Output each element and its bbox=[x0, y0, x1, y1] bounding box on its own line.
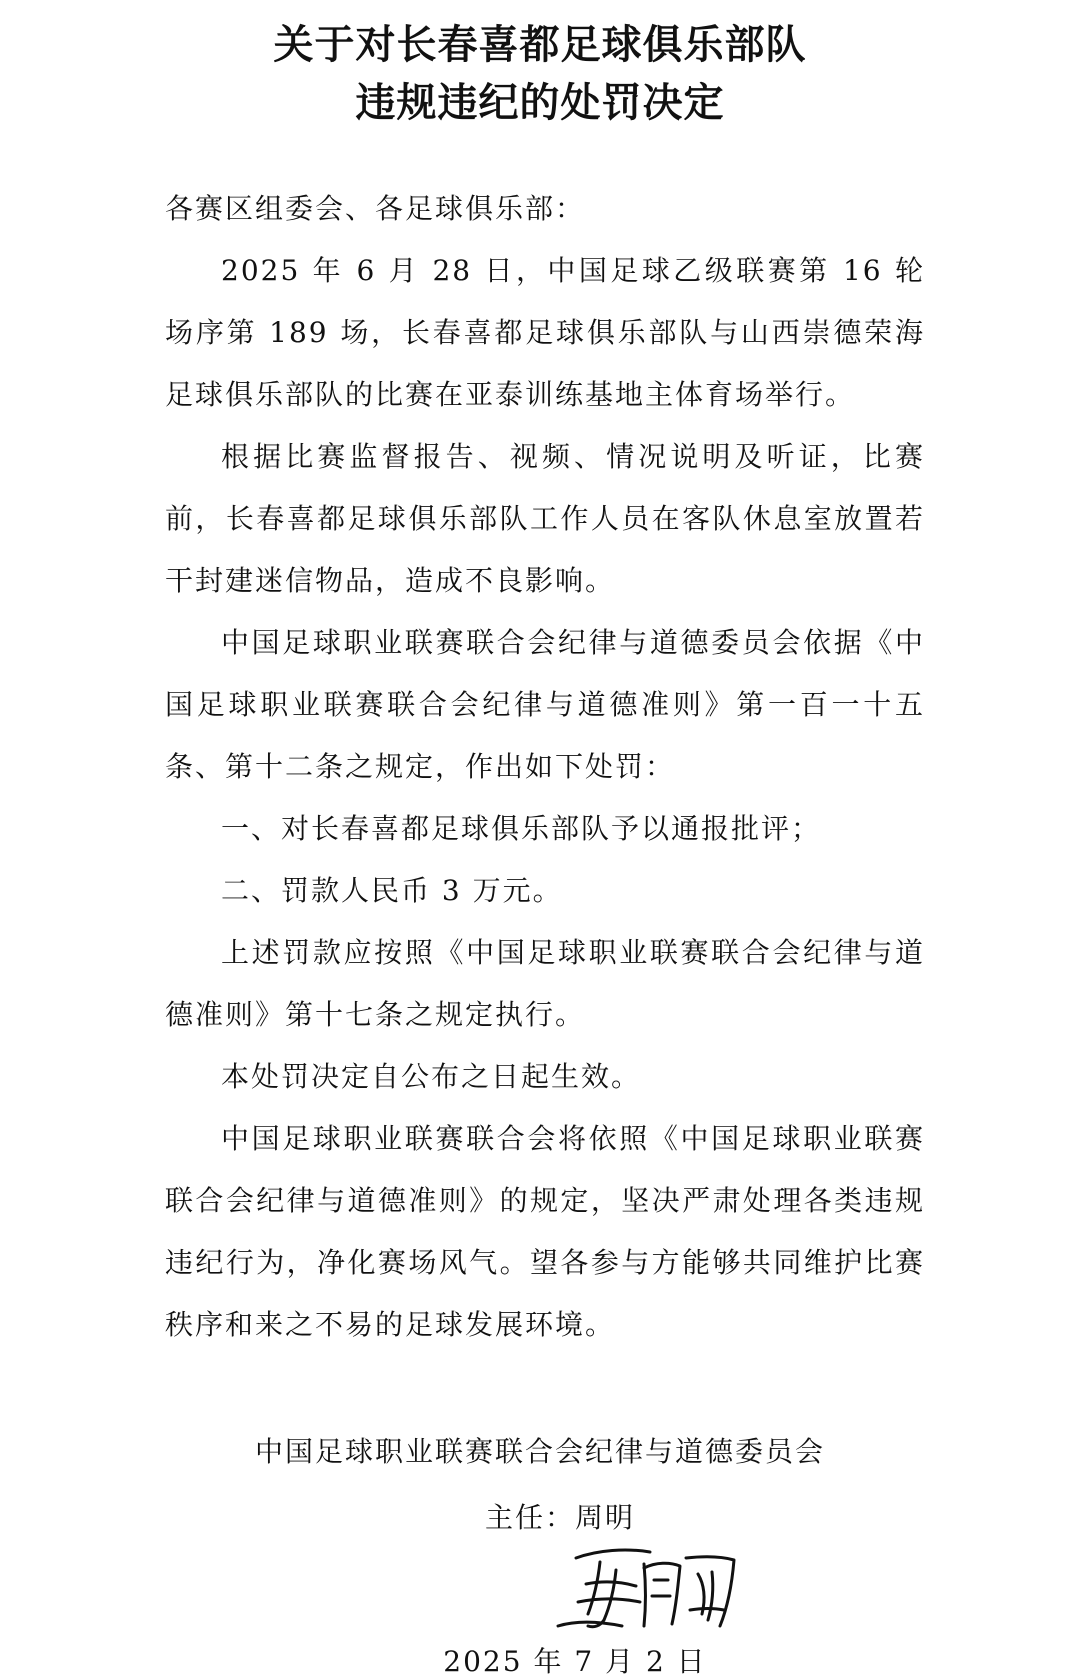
document-title-line-1: 关于对长春喜都足球俱乐部队 bbox=[273, 21, 807, 68]
paragraph-fine-execution: 上述罚款应按照《中国足球职业联赛联合会纪律与道德准则》第十七条之规定执行。 bbox=[165, 936, 925, 1031]
issuing-organization: 中国足球职业联赛联合会纪律与道德委员会 bbox=[254, 1435, 825, 1468]
penalty-item-2: 二、罚款人民币 3 万元。 bbox=[221, 874, 563, 907]
penalty-item-1: 一、对长春喜都足球俱乐部队予以通报批评； bbox=[221, 812, 822, 845]
document-body bbox=[165, 178, 925, 1356]
salutation: 各赛区组委会、各足球俱乐部： bbox=[165, 192, 586, 225]
paragraph-effective: 本处罚决定自公布之日起生效。 bbox=[221, 1060, 642, 1093]
paragraph-findings: 根据比赛监督报告、视频、情况说明及听证，比赛前，长春喜都足球俱乐部队工作人员在客队休息室放置若干封建迷信物品，造成不良影响。 bbox=[165, 440, 925, 597]
document-title-line-2: 违规违纪的处罚决定 bbox=[355, 79, 725, 126]
handwritten-signature bbox=[548, 1540, 748, 1635]
paragraph-closing: 中国足球职业联赛联合会将依照《中国足球职业联赛联合会纪律与道德准则》的规定，坚决严肃处理各类违规违纪行为，净化赛场风气。望各参与方能够共同维护比赛秩序和来之不易的足球发展环境。 bbox=[165, 1122, 925, 1341]
decision-date: 2025 年 7 月 2 日 bbox=[443, 1645, 707, 1678]
paragraph-match-info: 2025 年 6 月 28 日，中国足球乙级联赛第 16 轮场序第 189 场，长春喜都足球俱乐部队与山西崇德荣海足球俱乐部队的比赛在亚泰训练基地主体育场举行。 bbox=[165, 254, 925, 411]
director-name: 主任：周明 bbox=[484, 1501, 635, 1534]
paragraph-basis: 中国足球职业联赛联合会纪律与道德委员会依据《中国足球职业联赛联合会纪律与道德准则》第一百一十五条、第十二条之规定，作出如下处罚： bbox=[165, 626, 925, 783]
